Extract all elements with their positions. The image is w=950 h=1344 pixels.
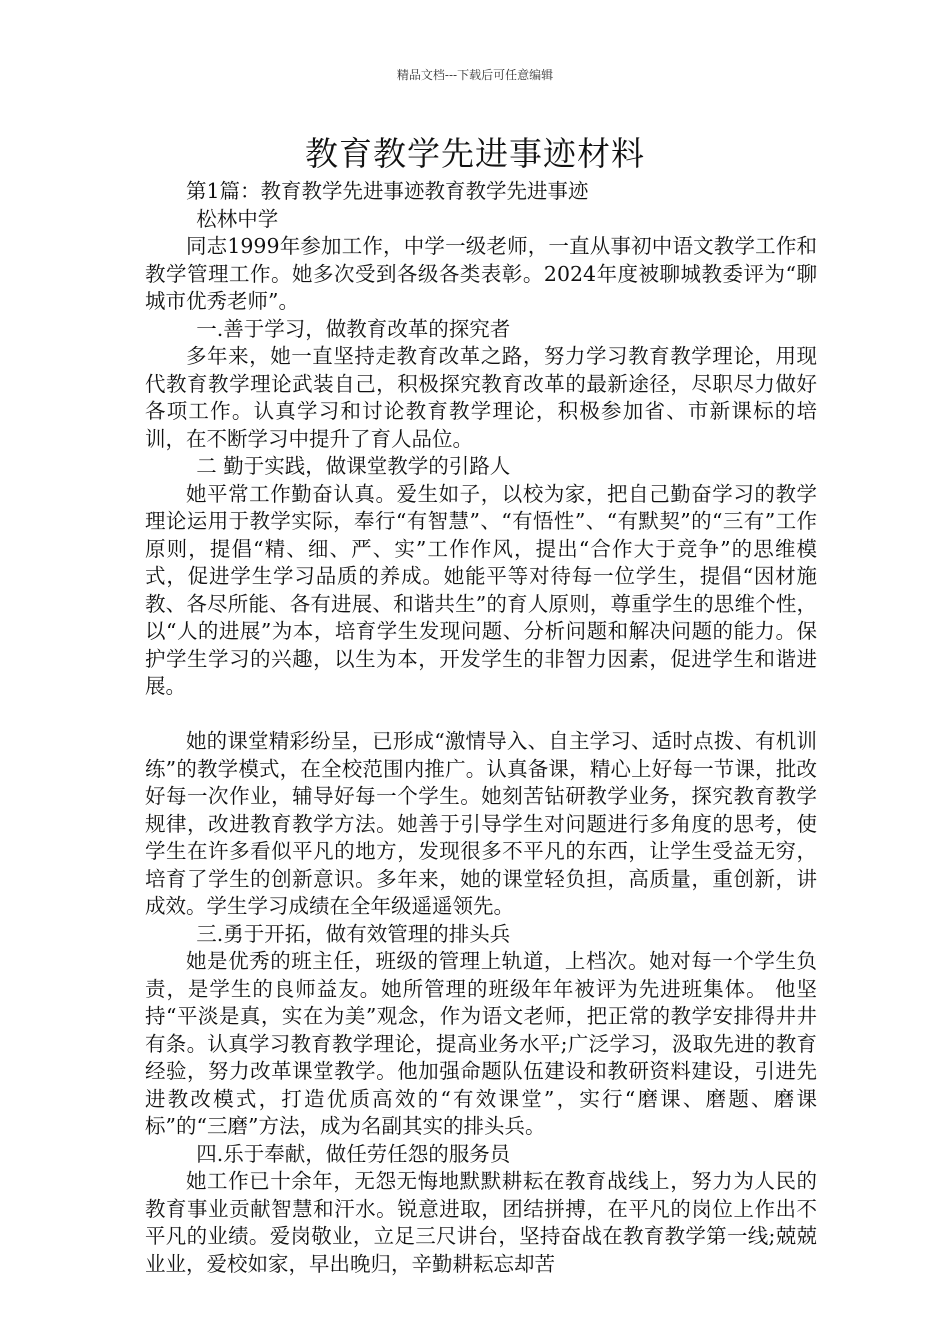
section-heading: 四.乐于奉献，做任劳任怨的服务员 bbox=[196, 1141, 511, 1166]
paragraph: 她工作已十余年，无怨无悔地默默耕耘在教育战线上，努力为人民的教育事业贡献智慧和汗水。锐意进取，团结拼搏，在平凡的岗位上作出不平凡的业绩。爱岗敬业，立足三尺讲台，坚持奋战在教育教学第一线;兢兢业业，爱校如家，早出晚归，辛勤耕耘忘却苦 bbox=[145, 1169, 817, 1276]
paragraph: 多年来，她一直坚持走教育改革之路，努力学习教育教学理论，用现代教育教学理论武装自己，积极探究教育改革的最新途径，尽职尽力做好各项工作。认真学习和讨论教育教学理论，积极参加省、市新课标的培训，在不断学习中提升了育人品位。 bbox=[145, 344, 817, 451]
article-subtitle: 第1篇：教育教学先进事迹教育教学先进事迹 bbox=[186, 179, 589, 203]
document-title: 教育教学先进事迹材料 bbox=[305, 134, 645, 173]
school-name: 松林中学 bbox=[196, 206, 279, 231]
section-heading: 二 勤于实践，做课堂教学的引路人 bbox=[196, 454, 511, 478]
page-header: 精品文档---下载后可任意编辑 bbox=[396, 68, 554, 82]
paragraph: 她的课堂精彩纷呈，已形成“激情导入、自主学习、适时点拨、有机训练”的教学模式，在全校范围内推广。认真备课，精心上好每一节课，批改好每一次作业，辅导好每一个学生。她刻苦钻研教学业务，探究教育教学规律，改进教育教学方法。她善于引导学生对问题进行多角度的思考，使学生在许多看似平凡的地方，发现很多不平凡的东西，让学生受益无穷，培育了学生的创新意识。多年来，她的课堂轻负担，高质量，重创新，讲成效。学生学习成绩在全年级遥遥领先。 bbox=[145, 729, 817, 918]
section-heading: 三.勇于开拓，做有效管理的排头兵 bbox=[196, 921, 511, 946]
document-body bbox=[145, 178, 817, 1278]
paragraph: 她平常工作勤奋认真。爱生如子，以校为家，把自己勤奋学习的教学理论运用于教学实际，奉行“有智慧”、“有悟性”、“有默契”的“三有”工作原则，提倡“精、细、严、实”工作作风，提出“合作大于竞争”的思维模式，促进学生学习品质的养成。她能平等对待每一位学生，提倡“因材施教、各尽所能、各有进展、和谐共生”的育人原则，尊重学生的思维个性，以“人的进展”为本，培育学生发现问题、分析问题和解决问题的能力。保护学生学习的兴趣，以生为本，开发学生的非智力因素，促进学生和谐进展。 bbox=[145, 481, 817, 698]
paragraph: 同志1999年参加工作，中学一级老师，一直从事初中语文教学工作和教学管理工作。她多次受到各级各类表彰。2024年度被聊城教委评为“聊城市优秀老师”。 bbox=[145, 234, 817, 313]
section-heading: 一.善于学习，做教育改革的探究者 bbox=[196, 316, 511, 341]
paragraph: 她是优秀的班主任，班级的管理上轨道，上档次。她对每一个学生负责，是学生的良师益友。她所管理的班级年年被评为先进班集体。 他坚持“平淡是真，实在为美”观念，作为语文老师，把正常的教学安排得井井有条。认真学习教育教学理论，提高业务水平;广泛学习，汲取先进的教育经验，努力改革课堂教学。他加强命题队伍建设和教研资料建设，引进先进教改模式，打造优质高效的“有效课堂”，实行“磨课、磨题、磨课标”的“三磨”方法，成为名副其实的排头兵。 bbox=[145, 949, 817, 1138]
